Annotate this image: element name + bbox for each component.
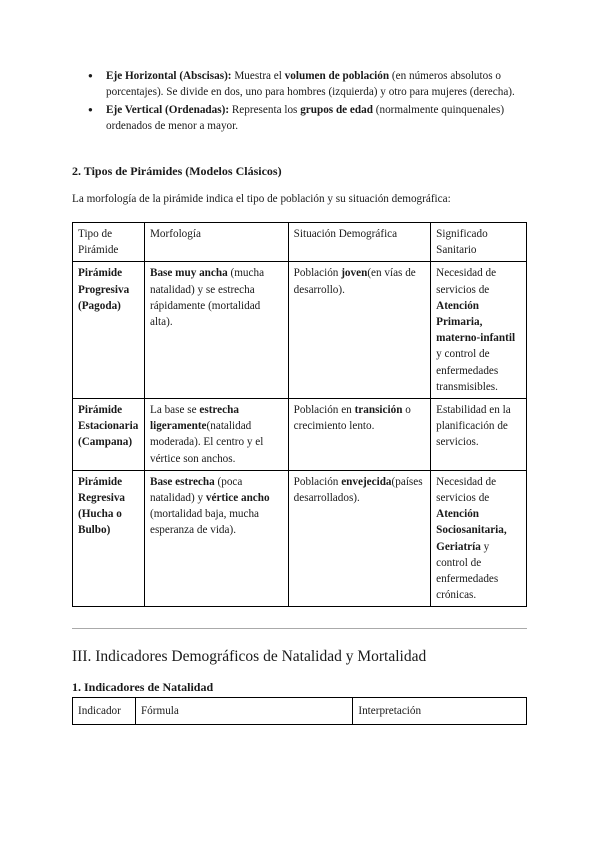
table-cell <box>288 399 430 471</box>
bullet-item <box>72 68 532 101</box>
text-run: (en vías de desarrollo). <box>293 267 416 296</box>
section-heading-pyramid-types: 2. Tipos de Pirámides (Modelos Clásicos) <box>72 164 282 178</box>
bold-text-run: grupos de edad <box>300 103 373 116</box>
table-header-cell: Indicador <box>73 698 136 725</box>
table-cell <box>431 470 527 607</box>
bold-text-run: Eje Horizontal (Abscisas): <box>106 70 232 82</box>
table-cell <box>288 262 430 399</box>
section-heading-indicators: III. Indicadores Demográficos de Natalidad y Mortalidad <box>72 648 427 665</box>
text-run: y control de enfermedades crónicas. <box>436 540 499 602</box>
bold-text-run: envejecida <box>341 475 392 488</box>
bold-text-run: Base estrecha <box>149 475 215 488</box>
text-run: Población <box>293 475 342 488</box>
text-run: o crecimiento lento. <box>293 404 411 433</box>
table-header-cell: Fórmula <box>135 698 352 725</box>
bold-text-run: volumen de población <box>284 70 390 82</box>
table-cell <box>431 399 527 471</box>
bold-text-run: vértice ancho <box>205 492 270 505</box>
text-run: Representa los <box>229 103 301 116</box>
bold-text-run: Atención Sociosanitaria, Geriatría <box>436 508 507 553</box>
horizontal-divider <box>72 628 527 629</box>
section-intro-paragraph: La morfología de la pirámide indica el tipo de población y su situación demográfica: <box>72 193 451 205</box>
text-run: Población <box>293 267 342 280</box>
bold-text-run: Base muy ancha <box>149 267 228 280</box>
text-run: Necesidad de servicios de <box>436 475 497 505</box>
table-header-cell: Situación Demográfica <box>288 223 430 262</box>
table-cell <box>144 399 288 471</box>
table-cell <box>144 470 288 607</box>
subsection-heading-natalidad: 1. Indicadores de Natalidad <box>72 680 214 694</box>
table-cell <box>288 470 430 607</box>
text-run: (mucha natalidad) y se estrecha rápidamente (mortalidad alta). <box>149 267 265 329</box>
text-run: (natalidad moderada). El centro y el vértice son anchos. <box>149 420 264 465</box>
natalidad-indicators-table <box>72 697 527 725</box>
text-run: (poca natalidad) y <box>149 475 243 505</box>
text-run: La base se <box>149 404 200 417</box>
table-header-cell: Interpretación <box>353 698 527 725</box>
text-run: (países desarrollados). <box>293 475 423 505</box>
bold-text-run: transición <box>354 404 403 417</box>
text-run: (normalmente quinquenales) ordenados de menor a mayor. <box>106 103 505 133</box>
bold-text-run: Pirámide Regresiva (Hucha o Bulbo) <box>78 475 126 537</box>
bold-text-run: Pirámide Estacionaria (Campana) <box>78 404 139 449</box>
bold-text-run: Pirámide Progresiva (Pagoda) <box>78 267 130 312</box>
table-header-row <box>73 223 527 262</box>
table-cell <box>431 262 527 399</box>
table-row <box>73 399 527 471</box>
table-header-row <box>73 698 527 725</box>
table-header-cell: Tipo de Pirámide <box>73 223 145 262</box>
pyramid-types-table <box>72 222 527 607</box>
bold-text-run: joven <box>341 267 368 280</box>
text-run: (en números absolutos o porcentajes). Se divide en dos, uno para hombres (izquierda) y otro para mujeres (derecha). <box>106 70 515 99</box>
text-run: Población en <box>293 404 355 417</box>
text-run: Muestra el <box>231 70 285 82</box>
table-row <box>73 262 527 399</box>
table-header-cell: Morfología <box>144 223 288 262</box>
bold-text-run: Eje Vertical (Ordenadas): <box>106 103 230 116</box>
bullet-item <box>72 102 532 135</box>
table-cell <box>73 470 145 607</box>
axis-bullet-list <box>72 68 532 136</box>
text-run: (mortalidad baja, mucha esperanza de vida). <box>149 508 260 537</box>
table-row <box>73 470 527 607</box>
table-cell <box>73 262 145 399</box>
table-header-cell: Significado Sanitario <box>431 223 527 262</box>
text-run: Estabilidad en la planificación de servicios. <box>436 404 511 449</box>
bold-text-run: estrecha ligeramente <box>149 404 239 433</box>
text-run: Necesidad de servicios de <box>436 267 497 296</box>
table-cell <box>144 262 288 399</box>
bold-text-run: Atención Primaria, materno-infantil <box>436 299 516 345</box>
text-run: y control de enfermedades transmisibles. <box>436 348 499 393</box>
table-cell <box>73 399 145 471</box>
